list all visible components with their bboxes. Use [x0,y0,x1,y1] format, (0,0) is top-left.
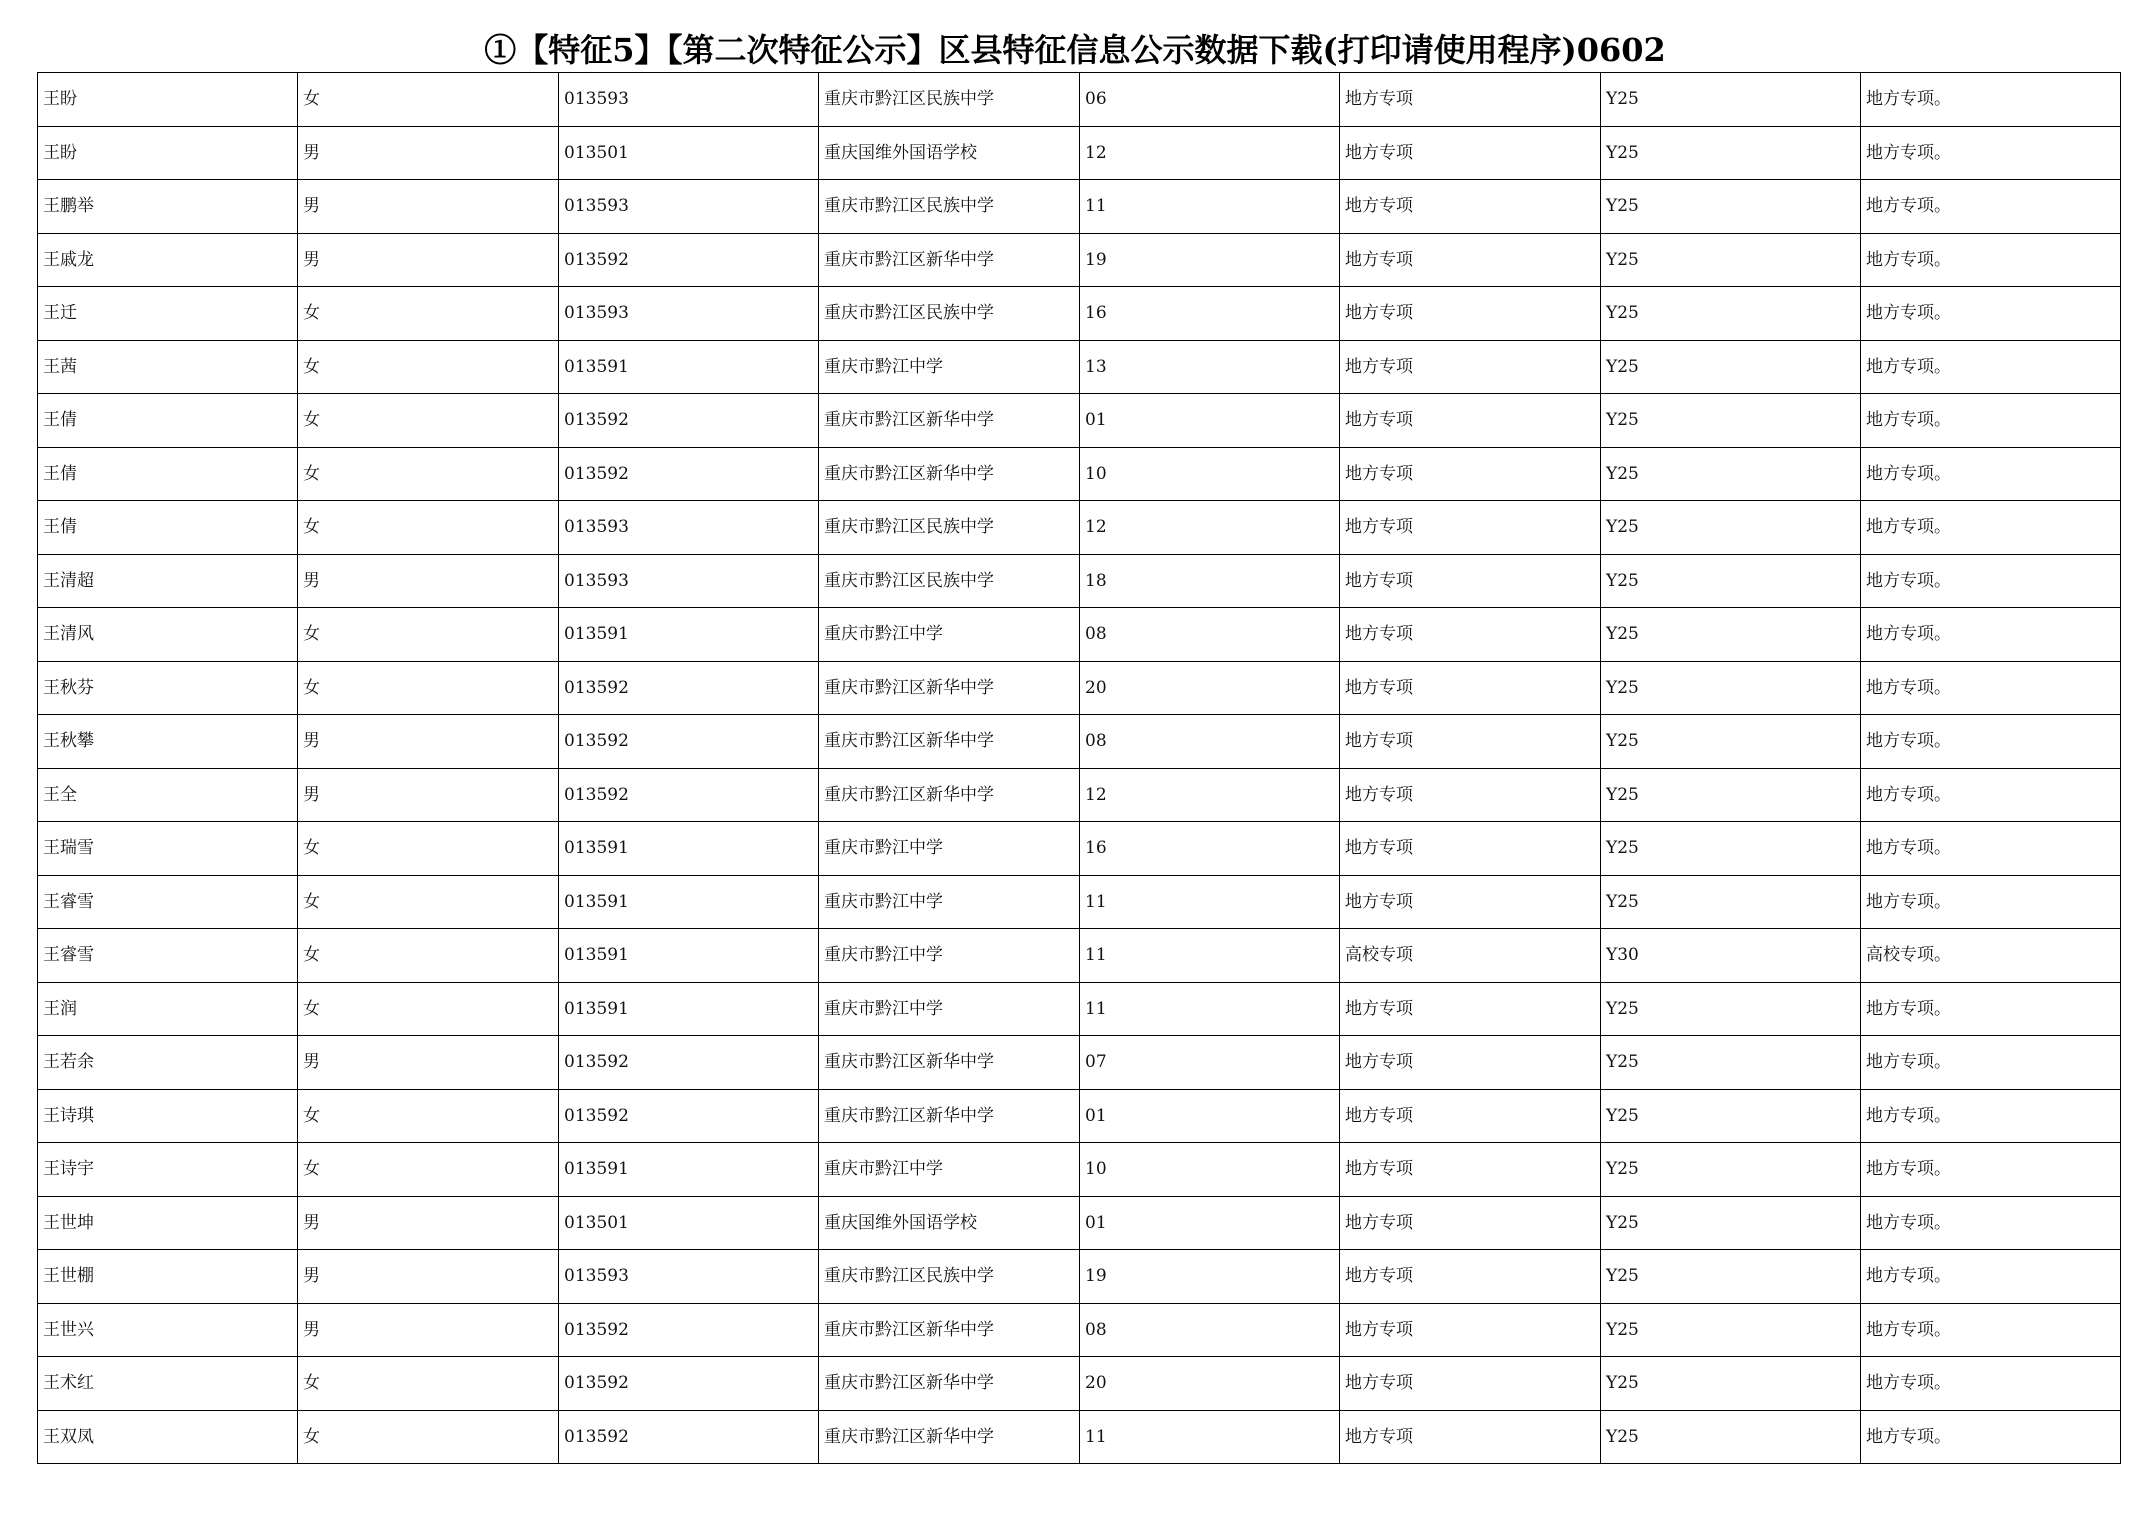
category-cell: 地方专项 [1340,822,1601,876]
school-cell: 重庆国维外国语学校 [819,126,1080,180]
type-code-cell: Y25 [1601,340,1861,394]
remark-cell: 地方专项。 [1861,982,2121,1036]
name-cell: 王鹏举 [38,180,298,234]
school-cell: 重庆市黔江区新华中学 [819,1089,1080,1143]
type-code-cell: Y25 [1601,982,1861,1036]
type-code-cell: Y25 [1601,1303,1861,1357]
table-body [38,73,2121,1464]
code-cell: 013592 [559,1357,819,1411]
code-cell: 013592 [559,1089,819,1143]
name-cell: 王世兴 [38,1303,298,1357]
gender-cell: 女 [298,929,559,983]
gender-cell: 男 [298,1036,559,1090]
school-cell: 重庆市黔江区民族中学 [819,287,1080,341]
category-cell: 高校专项 [1340,929,1601,983]
code-cell: 013593 [559,501,819,555]
code-cell: 013501 [559,126,819,180]
gender-cell: 女 [298,875,559,929]
code-cell: 013591 [559,982,819,1036]
class-cell: 01 [1080,1196,1340,1250]
category-cell: 地方专项 [1340,394,1601,448]
gender-cell: 女 [298,1357,559,1411]
table-row [38,661,2121,715]
type-code-cell: Y25 [1601,822,1861,876]
school-cell: 重庆市黔江中学 [819,608,1080,662]
category-cell: 地方专项 [1340,73,1601,127]
table-row [38,126,2121,180]
table-row [38,1357,2121,1411]
gender-cell: 男 [298,768,559,822]
table-row [38,929,2121,983]
table-row [38,822,2121,876]
gender-cell: 女 [298,1143,559,1197]
category-cell: 地方专项 [1340,233,1601,287]
category-cell: 地方专项 [1340,1410,1601,1464]
table-row [38,608,2121,662]
gender-cell: 女 [298,287,559,341]
code-cell: 013591 [559,875,819,929]
type-code-cell: Y25 [1601,394,1861,448]
name-cell: 王诗宇 [38,1143,298,1197]
school-cell: 重庆市黔江区新华中学 [819,1036,1080,1090]
school-cell: 重庆市黔江区新华中学 [819,447,1080,501]
code-cell: 013593 [559,554,819,608]
class-cell: 10 [1080,1143,1340,1197]
class-cell: 11 [1080,875,1340,929]
school-cell: 重庆市黔江区民族中学 [819,554,1080,608]
name-cell: 王清风 [38,608,298,662]
class-cell: 18 [1080,554,1340,608]
type-code-cell: Y25 [1601,554,1861,608]
type-code-cell: Y25 [1601,1250,1861,1304]
code-cell: 013591 [559,1143,819,1197]
type-code-cell: Y25 [1601,1196,1861,1250]
category-cell: 地方专项 [1340,875,1601,929]
class-cell: 12 [1080,768,1340,822]
remark-cell: 地方专项。 [1861,608,2121,662]
class-cell: 11 [1080,180,1340,234]
remark-cell: 地方专项。 [1861,180,2121,234]
remark-cell: 地方专项。 [1861,822,2121,876]
gender-cell: 女 [298,447,559,501]
table-row [38,73,2121,127]
code-cell: 013592 [559,394,819,448]
table-row [38,1089,2121,1143]
category-cell: 地方专项 [1340,1036,1601,1090]
gender-cell: 男 [298,233,559,287]
school-cell: 重庆国维外国语学校 [819,1196,1080,1250]
code-cell: 013592 [559,715,819,769]
remark-cell: 地方专项。 [1861,1250,2121,1304]
class-cell: 16 [1080,287,1340,341]
type-code-cell: Y25 [1601,180,1861,234]
code-cell: 013593 [559,1250,819,1304]
table-row [38,554,2121,608]
gender-cell: 女 [298,73,559,127]
category-cell: 地方专项 [1340,608,1601,662]
code-cell: 013592 [559,661,819,715]
gender-cell: 女 [298,1089,559,1143]
class-cell: 16 [1080,822,1340,876]
school-cell: 重庆市黔江中学 [819,1143,1080,1197]
code-cell: 013591 [559,822,819,876]
name-cell: 王倩 [38,447,298,501]
name-cell: 王睿雪 [38,875,298,929]
code-cell: 013591 [559,929,819,983]
name-cell: 王瑞雪 [38,822,298,876]
school-cell: 重庆市黔江区新华中学 [819,1357,1080,1411]
remark-cell: 地方专项。 [1861,1143,2121,1197]
class-cell: 19 [1080,1250,1340,1304]
category-cell: 地方专项 [1340,982,1601,1036]
gender-cell: 男 [298,180,559,234]
table-row [38,715,2121,769]
gender-cell: 女 [298,822,559,876]
category-cell: 地方专项 [1340,1143,1601,1197]
code-cell: 013593 [559,180,819,234]
type-code-cell: Y25 [1601,233,1861,287]
remark-cell: 地方专项。 [1861,661,2121,715]
class-cell: 20 [1080,661,1340,715]
code-cell: 013592 [559,1036,819,1090]
table-row [38,180,2121,234]
category-cell: 地方专项 [1340,554,1601,608]
school-cell: 重庆市黔江中学 [819,982,1080,1036]
school-cell: 重庆市黔江区民族中学 [819,1250,1080,1304]
name-cell: 王清超 [38,554,298,608]
table-row [38,394,2121,448]
remark-cell: 地方专项。 [1861,126,2121,180]
category-cell: 地方专项 [1340,180,1601,234]
category-cell: 地方专项 [1340,447,1601,501]
name-cell: 王睿雪 [38,929,298,983]
name-cell: 王双凤 [38,1410,298,1464]
gender-cell: 女 [298,340,559,394]
name-cell: 王全 [38,768,298,822]
table-row [38,1196,2121,1250]
school-cell: 重庆市黔江中学 [819,929,1080,983]
type-code-cell: Y25 [1601,1089,1861,1143]
code-cell: 013591 [559,608,819,662]
category-cell: 地方专项 [1340,1196,1601,1250]
class-cell: 11 [1080,1410,1340,1464]
class-cell: 06 [1080,73,1340,127]
remark-cell: 地方专项。 [1861,447,2121,501]
code-cell: 013593 [559,287,819,341]
code-cell: 013592 [559,233,819,287]
school-cell: 重庆市黔江区民族中学 [819,501,1080,555]
category-cell: 地方专项 [1340,287,1601,341]
table-row [38,982,2121,1036]
remark-cell: 高校专项。 [1861,929,2121,983]
remark-cell: 地方专项。 [1861,1357,2121,1411]
page-title: ①【特征5】【第二次特征公示】区县特征信息公示数据下载(打印请使用程序)0602 [484,31,1666,69]
class-cell: 13 [1080,340,1340,394]
type-code-cell: Y25 [1601,287,1861,341]
school-cell: 重庆市黔江中学 [819,340,1080,394]
remark-cell: 地方专项。 [1861,1089,2121,1143]
school-cell: 重庆市黔江区民族中学 [819,73,1080,127]
type-code-cell: Y25 [1601,1410,1861,1464]
type-code-cell: Y25 [1601,875,1861,929]
gender-cell: 男 [298,1250,559,1304]
code-cell: 013501 [559,1196,819,1250]
name-cell: 王盼 [38,73,298,127]
gender-cell: 女 [298,661,559,715]
class-cell: 08 [1080,715,1340,769]
type-code-cell: Y25 [1601,447,1861,501]
table-row [38,1143,2121,1197]
remark-cell: 地方专项。 [1861,1036,2121,1090]
code-cell: 013592 [559,1303,819,1357]
remark-cell: 地方专项。 [1861,875,2121,929]
name-cell: 王戚龙 [38,233,298,287]
gender-cell: 女 [298,1410,559,1464]
type-code-cell: Y25 [1601,1036,1861,1090]
type-code-cell: Y25 [1601,73,1861,127]
code-cell: 013592 [559,1410,819,1464]
name-cell: 王世坤 [38,1196,298,1250]
school-cell: 重庆市黔江中学 [819,875,1080,929]
name-cell: 王倩 [38,394,298,448]
gender-cell: 男 [298,126,559,180]
category-cell: 地方专项 [1340,340,1601,394]
name-cell: 王术红 [38,1357,298,1411]
type-code-cell: Y25 [1601,126,1861,180]
category-cell: 地方专项 [1340,1357,1601,1411]
type-code-cell: Y25 [1601,501,1861,555]
class-cell: 08 [1080,608,1340,662]
name-cell: 王诗琪 [38,1089,298,1143]
school-cell: 重庆市黔江区新华中学 [819,768,1080,822]
table-row [38,233,2121,287]
remark-cell: 地方专项。 [1861,394,2121,448]
type-code-cell: Y25 [1601,1143,1861,1197]
remark-cell: 地方专项。 [1861,73,2121,127]
code-cell: 013593 [559,73,819,127]
gender-cell: 男 [298,1196,559,1250]
table-row [38,1303,2121,1357]
name-cell: 王倩 [38,501,298,555]
category-cell: 地方专项 [1340,1303,1601,1357]
class-cell: 12 [1080,126,1340,180]
class-cell: 08 [1080,1303,1340,1357]
type-code-cell: Y25 [1601,715,1861,769]
remark-cell: 地方专项。 [1861,1196,2121,1250]
gender-cell: 男 [298,554,559,608]
category-cell: 地方专项 [1340,768,1601,822]
type-code-cell: Y30 [1601,929,1861,983]
class-cell: 11 [1080,982,1340,1036]
table-row [38,875,2121,929]
category-cell: 地方专项 [1340,661,1601,715]
gender-cell: 女 [298,501,559,555]
school-cell: 重庆市黔江区民族中学 [819,180,1080,234]
class-cell: 01 [1080,1089,1340,1143]
table-row [38,1410,2121,1464]
school-cell: 重庆市黔江区新华中学 [819,715,1080,769]
gender-cell: 女 [298,608,559,662]
table-row [38,501,2121,555]
type-code-cell: Y25 [1601,768,1861,822]
code-cell: 013592 [559,768,819,822]
class-cell: 11 [1080,929,1340,983]
table-row [38,768,2121,822]
remark-cell: 地方专项。 [1861,1303,2121,1357]
remark-cell: 地方专项。 [1861,501,2121,555]
gender-cell: 男 [298,715,559,769]
class-cell: 20 [1080,1357,1340,1411]
data-table [37,72,2121,1464]
remark-cell: 地方专项。 [1861,554,2121,608]
class-cell: 10 [1080,447,1340,501]
school-cell: 重庆市黔江区新华中学 [819,1303,1080,1357]
code-cell: 013592 [559,447,819,501]
category-cell: 地方专项 [1340,1089,1601,1143]
gender-cell: 女 [298,982,559,1036]
gender-cell: 女 [298,394,559,448]
name-cell: 王秋芬 [38,661,298,715]
table-row [38,287,2121,341]
remark-cell: 地方专项。 [1861,233,2121,287]
school-cell: 重庆市黔江区新华中学 [819,661,1080,715]
type-code-cell: Y25 [1601,608,1861,662]
class-cell: 12 [1080,501,1340,555]
category-cell: 地方专项 [1340,1250,1601,1304]
remark-cell: 地方专项。 [1861,1410,2121,1464]
name-cell: 王世棚 [38,1250,298,1304]
school-cell: 重庆市黔江中学 [819,822,1080,876]
name-cell: 王茜 [38,340,298,394]
name-cell: 王秋攀 [38,715,298,769]
table-row [38,1250,2121,1304]
gender-cell: 男 [298,1303,559,1357]
school-cell: 重庆市黔江区新华中学 [819,394,1080,448]
remark-cell: 地方专项。 [1861,287,2121,341]
name-cell: 王盼 [38,126,298,180]
code-cell: 013591 [559,340,819,394]
category-cell: 地方专项 [1340,715,1601,769]
type-code-cell: Y25 [1601,1357,1861,1411]
type-code-cell: Y25 [1601,661,1861,715]
class-cell: 01 [1080,394,1340,448]
remark-cell: 地方专项。 [1861,768,2121,822]
name-cell: 王迁 [38,287,298,341]
name-cell: 王润 [38,982,298,1036]
table-row [38,340,2121,394]
school-cell: 重庆市黔江区新华中学 [819,1410,1080,1464]
remark-cell: 地方专项。 [1861,715,2121,769]
class-cell: 07 [1080,1036,1340,1090]
name-cell: 王若余 [38,1036,298,1090]
remark-cell: 地方专项。 [1861,340,2121,394]
category-cell: 地方专项 [1340,126,1601,180]
class-cell: 19 [1080,233,1340,287]
table-row [38,447,2121,501]
category-cell: 地方专项 [1340,501,1601,555]
school-cell: 重庆市黔江区新华中学 [819,233,1080,287]
table-row [38,1036,2121,1090]
